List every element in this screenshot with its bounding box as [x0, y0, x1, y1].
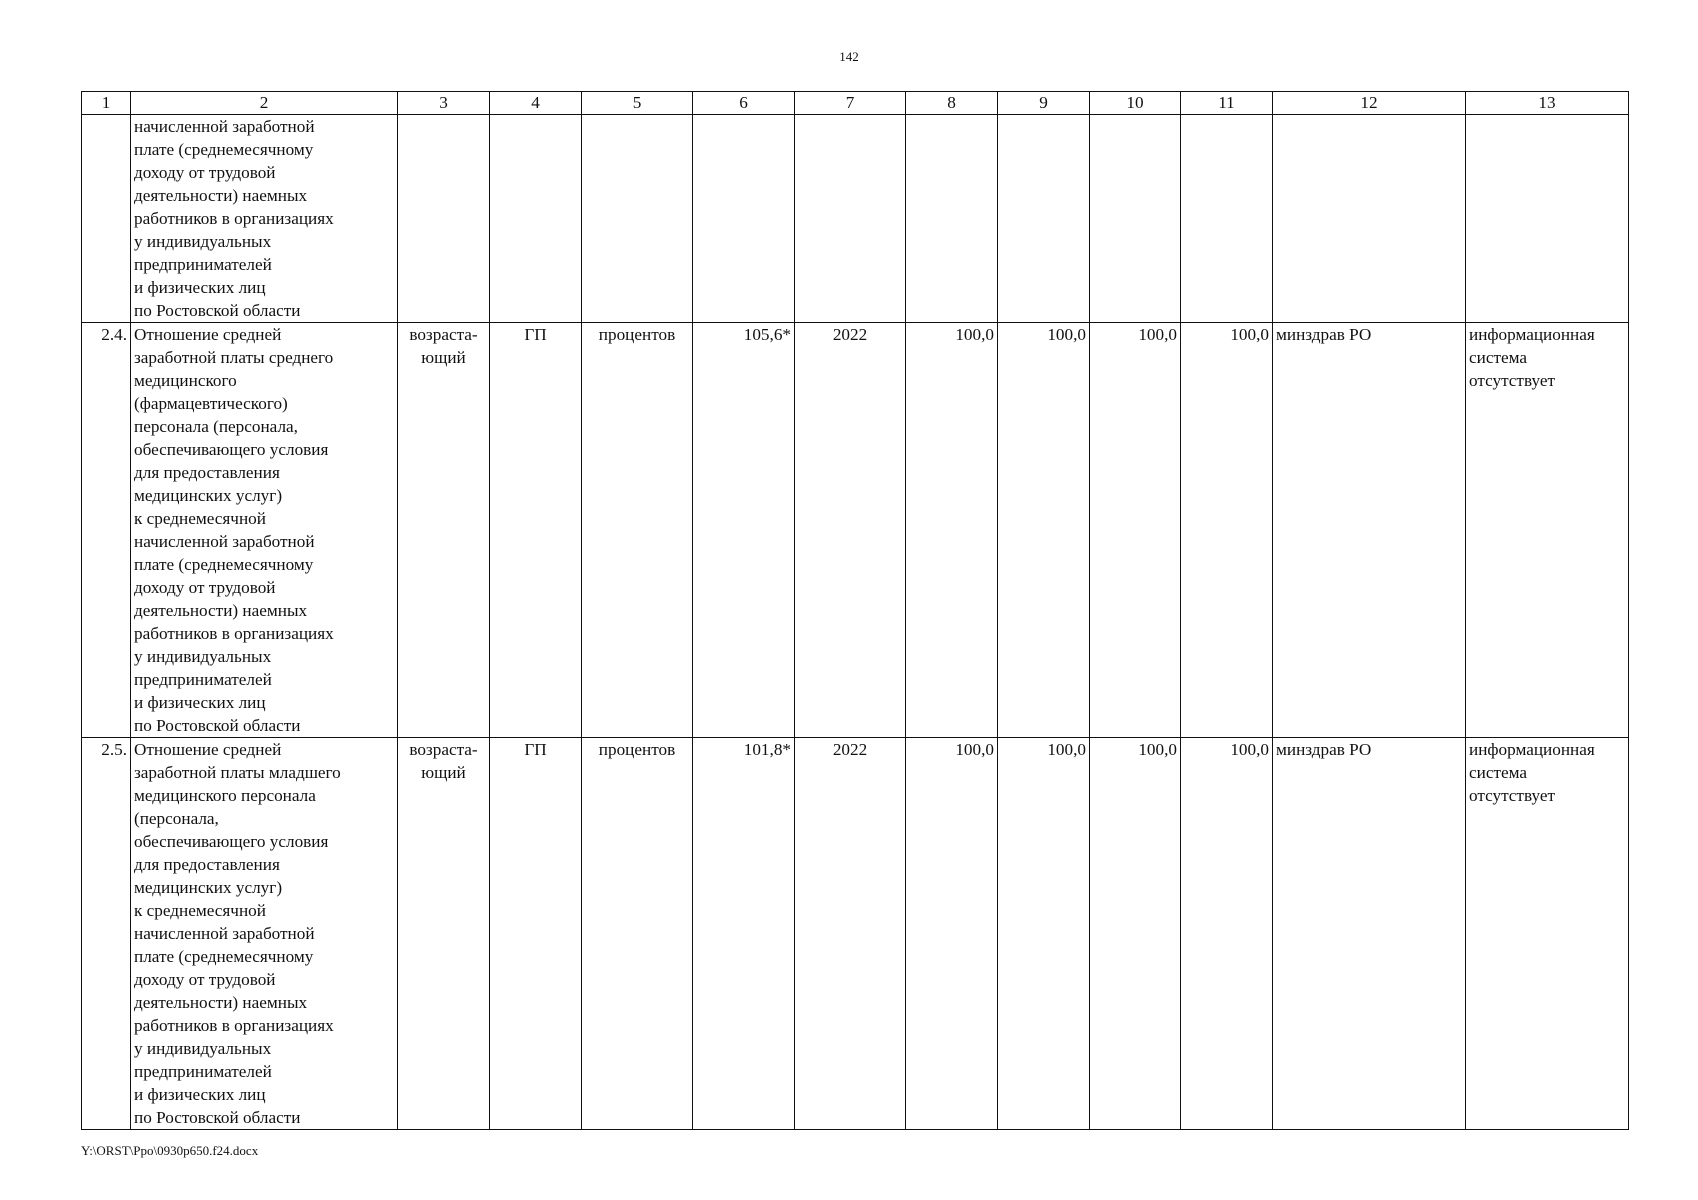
header-cell: 7 — [795, 92, 906, 115]
value-col-11: 100,0 — [1181, 323, 1273, 738]
footer-file-path: Y:\ORST\Ppo\0930p650.f24.docx — [81, 1143, 259, 1158]
responsible: минздрав РО — [1273, 738, 1466, 1130]
indicator-unit: процентов — [582, 738, 693, 1130]
header-cell: 6 — [693, 92, 795, 115]
indicator-type: возраста- ющий — [398, 738, 490, 1130]
indicator-name: Отношение средней заработной платы среднего медицинского (фармацевтического) персонала (персонала, обеспечивающего условия для предоставления медицинских услуг) к среднемесячной начисленной заработной плате (среднемесячному доходу от трудовой деятельности) наемных работников в организациях у индивидуальных предпринимателей и физических лиц по Ростовской области — [131, 323, 398, 738]
indicator-doc: ГП — [490, 323, 582, 738]
value-col-10: 100,0 — [1090, 323, 1181, 738]
header-cell: 11 — [1181, 92, 1273, 115]
base-value: 105,6* — [693, 323, 795, 738]
page-number: 142 — [839, 49, 859, 64]
value-col-10: 100,0 — [1090, 738, 1181, 1130]
base-year: 2022 — [795, 323, 906, 738]
indicator-name: начисленной заработной плате (среднемесячному доходу от трудовой деятельности) наемных работников в организациях у индивидуальных предпринимателей и физических лиц по Ростовской области — [131, 115, 398, 323]
information-system: информационная система отсутствует — [1466, 738, 1629, 1130]
header-cell: 1 — [82, 92, 131, 115]
value-col-9: 100,0 — [998, 738, 1090, 1130]
continuation-row — [82, 115, 1629, 323]
indicator-doc: ГП — [490, 738, 582, 1130]
header-cell: 12 — [1273, 92, 1466, 115]
indicators-table — [81, 91, 1629, 1130]
row-number: 2.4. — [82, 323, 131, 738]
base-year: 2022 — [795, 738, 906, 1130]
information-system: информационная система отсутствует — [1466, 323, 1629, 738]
header-cell: 5 — [582, 92, 693, 115]
header-cell: 4 — [490, 92, 582, 115]
indicator-name: Отношение средней заработной платы младшего медицинского персонала (персонала, обеспечивающего условия для предоставления медицинских услуг) к среднемесячной начисленной заработной плате (среднемесячному доходу от трудовой деятельности) наемных работников в организациях у индивидуальных предпринимателей и физических лиц по Ростовской области — [131, 738, 398, 1130]
header-cell: 9 — [998, 92, 1090, 115]
value-col-8: 100,0 — [906, 738, 998, 1130]
header-cell: 2 — [131, 92, 398, 115]
row-number: 2.5. — [82, 738, 131, 1130]
base-value: 101,8* — [693, 738, 795, 1130]
header-cell: 3 — [398, 92, 490, 115]
responsible: минздрав РО — [1273, 323, 1466, 738]
table-row — [82, 323, 1629, 738]
value-col-8: 100,0 — [906, 323, 998, 738]
value-col-11: 100,0 — [1181, 738, 1273, 1130]
header-cell: 8 — [906, 92, 998, 115]
header-cell: 13 — [1466, 92, 1629, 115]
header-row — [82, 92, 1629, 115]
value-col-9: 100,0 — [998, 323, 1090, 738]
header-cell: 10 — [1090, 92, 1181, 115]
indicator-type: возраста- ющий — [398, 323, 490, 738]
indicator-unit: процентов — [582, 323, 693, 738]
table-row — [82, 738, 1629, 1130]
